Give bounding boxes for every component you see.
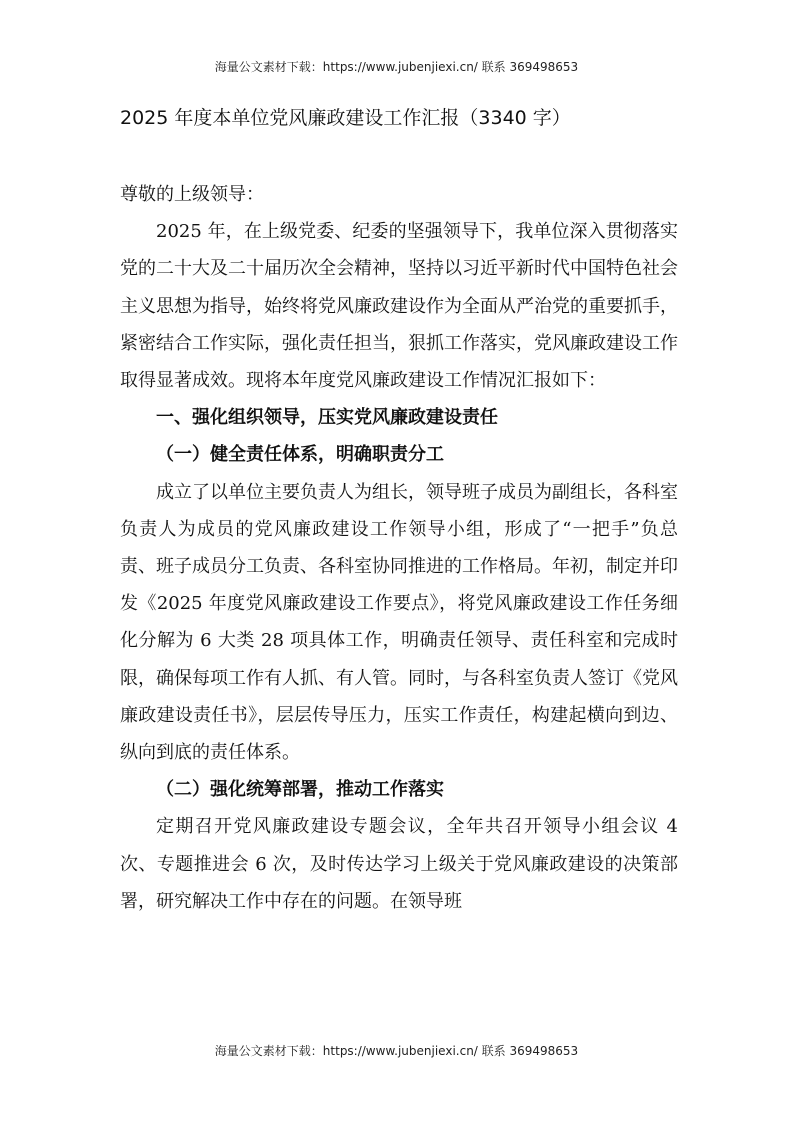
document-body — [120, 176, 678, 920]
page-header: 海量公文素材下载：https://www.jubenjiexi.cn/ 联系 369498653 — [214, 60, 579, 74]
salutation: 尊敬的上级领导： — [120, 184, 264, 205]
section-heading-1: 一、强化组织领导，压实党风廉政建设责任 — [156, 407, 498, 429]
document-title: 2025 年度本单位党风廉政建设工作汇报（3340 字） — [120, 107, 571, 129]
subsection-heading-2: （二）强化统筹部署，推动工作落实 — [156, 779, 444, 801]
subsection-paragraph-2: 定期召开党风廉政建设专题会议，全年共召开领导小组会议 4 次、专题推进会 6 次，及时传达学习上级关于党风廉政建设的决策部署，研究解决工作中存在的问题。在领导班 — [120, 816, 678, 912]
page-footer: 海量公文素材下载：https://www.jubenjiexi.cn/ 联系 369498653 — [214, 1044, 579, 1058]
subsection-paragraph-1: 成立了以单位主要负责人为组长，领导班子成员为副组长，各科室负责人为成员的党风廉政建设工作领导小组，形成了“一把手”负总责、班子成员分工负责、各科室协同推进的工作格局。年初，制定并印发《2025 年度党风廉政建设工作要点》，将党风廉政建设工作任务细化分解为 6 大类 28 项具体工作，明确责任领导、责任科室和完成时限，确保每项工作有人抓、有人管。同时，与各科室负责人签订《党风廉政建设责任书》，层层传导压力，压实工作责任，构建起横向到边、纵向到底的责任体系。 — [120, 481, 678, 764]
subsection-heading-1: （一）健全责任体系，明确职责分工 — [156, 444, 444, 466]
intro-paragraph: 2025 年，在上级党委、纪委的坚强领导下，我单位深入贯彻落实党的二十大及二十届历次全会精神，坚持以习近平新时代中国特色社会主义思想为指导，始终将党风廉政建设作为全面从严治党的重要抓手，紧密结合工作实际，强化责任担当，狠抓工作落实，党风廉政建设工作取得显著成效。现将本年度党风廉政建设工作情况汇报如下： — [120, 221, 678, 392]
